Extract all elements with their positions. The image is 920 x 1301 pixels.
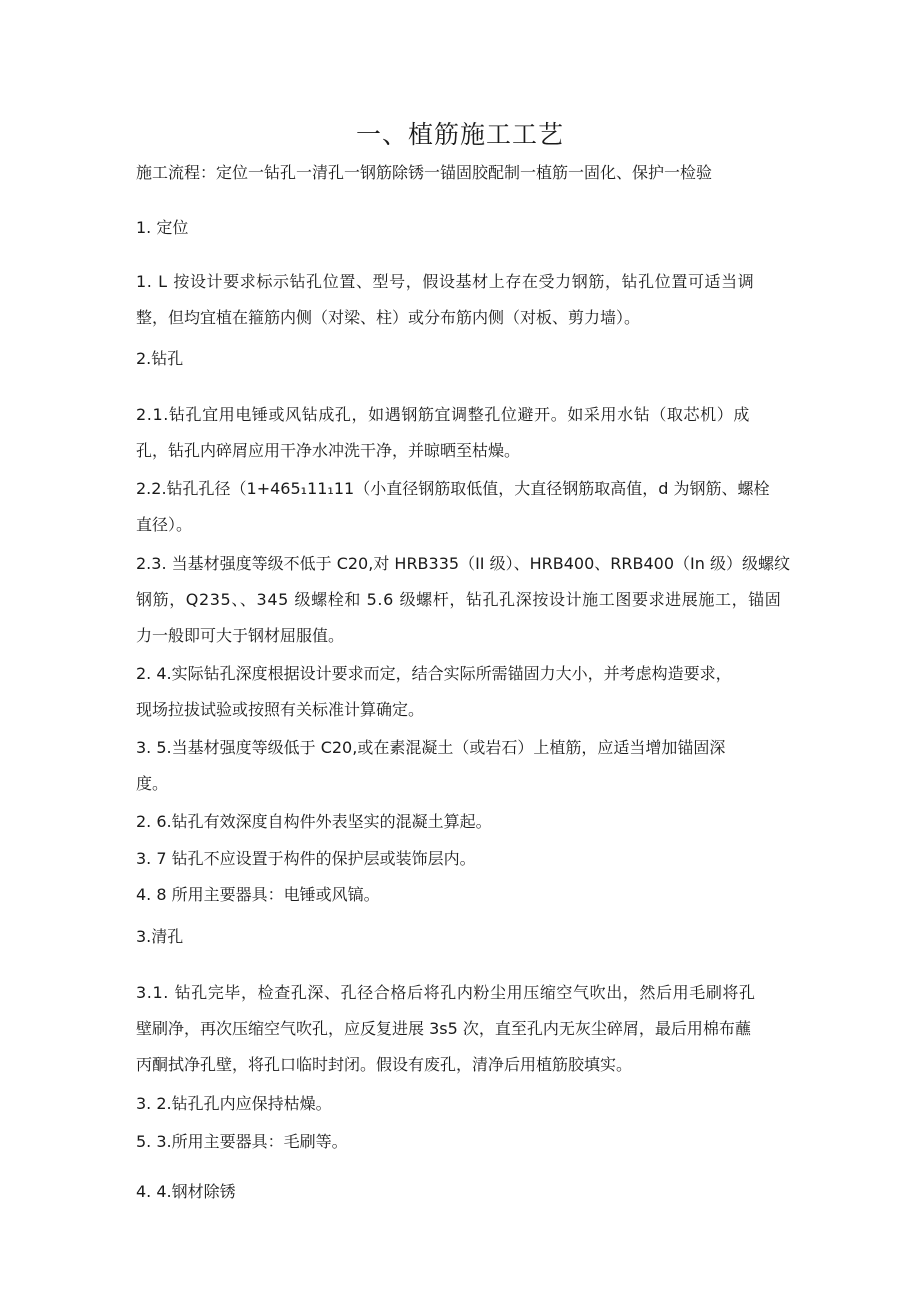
page-title: 一、植筋施工工艺	[355, 120, 564, 149]
paragraph-line: 2. 4.实际钻孔深度根据设计要求而定，结合实际所需锚固力大小，并考虑构造要求，	[136, 664, 732, 683]
section-heading-drilling: 2.钻孔	[136, 349, 184, 368]
process-flow-line: 施工流程：定位一钻孔一清孔一钢筋除锈一锚固胶配制一植筋一固化、保护一检验	[136, 163, 713, 182]
paragraph-line: 2.3. 当基材强度等级不低于 C20,对 HRB335（II 级）、HRB400、RRB400（In 级）级螺纹	[136, 554, 790, 573]
paragraph-line: 4. 8 所用主要器具：电锤或风镐。	[136, 885, 380, 904]
paragraph-line: 直径）。	[136, 515, 193, 534]
paragraph-line: 3. 2.钻孔孔内应保持枯燥。	[136, 1094, 332, 1113]
paragraph-line: 钢筋，Q235、、345 级螺栓和 5.6 级螺杆，钻孔孔深按设计施工图要求进展施工，锚固	[136, 590, 782, 609]
section-heading-positioning: 1. 定位	[136, 218, 189, 237]
paragraph-line: 3. 7 钻孔不应设置于构件的保护层或装饰层内。	[136, 849, 476, 868]
paragraph-line: 5. 3.所用主要器具：毛刷等。	[136, 1132, 348, 1151]
paragraph-line: 3.1. 钻孔完毕，检查孔深、孔径合格后将孔内粉尘用压缩空气吹出，然后用毛刷将孔	[136, 983, 756, 1002]
paragraph-line: 力一般即可大于钢材屈服值。	[136, 626, 345, 645]
paragraph-line: 3. 5.当基材强度等级低于 C20,或在素混凝土（或岩石）上植筋，应适当增加锚固深	[136, 738, 726, 757]
section-heading-derusting: 4. 4.钢材除锈	[136, 1182, 236, 1201]
paragraph-line: 度。	[136, 774, 169, 793]
section-heading-hole-cleaning: 3.清孔	[136, 927, 184, 946]
paragraph-line: 2.1.钻孔宜用电锤或风钻成孔，如遇钢筋宜调整孔位避开。如采用水钻（取芯机）成	[136, 405, 750, 424]
paragraph-line: 2.2.钻孔孔径（1+465₁11₁11（小直径钢筋取低值，大直径钢筋取高值，d 为钢筋、螺栓	[136, 479, 770, 498]
paragraph-line: 现场拉拔试验或按照有关标准计算确定。	[136, 700, 425, 719]
paragraph-line: 2. 6.钻孔有效深度自构件外表坚实的混凝土算起。	[136, 812, 492, 831]
paragraph-line: 丙酮拭净孔壁，将孔口临时封闭。假设有废孔，清净后用植筋胶填实。	[136, 1055, 633, 1074]
paragraph-line: 整，但均宜植在箍筋内侧（对梁、柱）或分布筋内侧（对板、剪力墙）。	[136, 308, 641, 327]
paragraph-line: 1. L 按设计要求标示钻孔位置、型号，假设基材上存在受力钢筋，钻孔位置可适当调	[136, 272, 755, 291]
paragraph-line: 壁刷净，再次压缩空气吹孔，应反复进展 3s5 次，直至孔内无灰尘碎屑，最后用棉布蘸	[136, 1019, 751, 1038]
paragraph-line: 孔，钻孔内碎屑应用干净水冲洗干净，并晾晒至枯燥。	[136, 441, 521, 460]
